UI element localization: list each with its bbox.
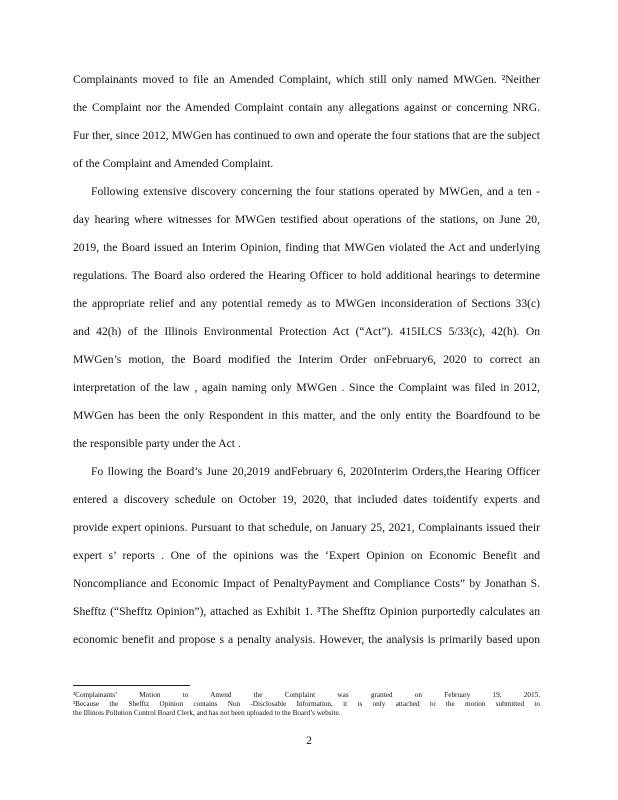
footnote-line: ³Because the Shefftz Opinion contains Non -Disclosable Information, it is only attached to the motion submitted to	[73, 700, 540, 708]
footnote-line: ²Complainants’ Motion to Amend the Complaint was granted on February 19, 2015.	[73, 691, 540, 699]
body-line: the Complaint nor the Amended Complaint contain any allegations against or concerning NRG.	[73, 101, 540, 114]
body-line: Fur ther, since 2012, MWGen has continued to own and operate the four stations that are the subject	[73, 129, 540, 142]
body-line: economic benefit and propose s a penalty analysis. However, the analysis is primarily based upon	[73, 633, 540, 646]
body-line: provide expert opinions. Pursuant to that schedule, on January 25, 2021, Complainants issued their	[73, 521, 540, 534]
body-line: interpretation of the law , again naming only MWGen . Since the Complaint was filed in 2012,	[73, 381, 540, 394]
body-line: entered a discovery schedule on October 19, 2020, that included dates toidentify experts and	[73, 493, 540, 506]
body-line: the responsible party under the Act .	[73, 437, 241, 450]
page-number: 2	[306, 734, 312, 747]
body-line: of the Complaint and Amended Complaint.	[73, 157, 274, 170]
body-line: Complainants moved to file an Amended Complaint, which still only named MWGen. ²Neither	[73, 73, 540, 86]
body-line: Fo llowing the Board’s June 20,2019 andFebruary 6, 2020Interim Orders,the Hearing Officer	[91, 465, 540, 478]
body-line: MWGen’s motion, the Board modified the Interim Order onFebruary6, 2020 to correct an	[73, 353, 540, 366]
body-line: MWGen has been the only Respondent in this matter, and the only entity the Boardfound to be	[73, 409, 540, 422]
body-line: 2019, the Board issued an Interim Opinion, finding that MWGen violated the Act and underlying	[73, 241, 540, 254]
body-line: day hearing where witnesses for MWGen testified about operations of the stations, on June 20,	[73, 213, 540, 226]
body-line: expert s’ reports . One of the opinions was the ‘Expert Opinion on Economic Benefit and	[73, 549, 540, 562]
footnote-divider	[73, 685, 190, 686]
body-line: regulations. The Board also ordered the Hearing Officer to hold additional hearings to determine	[73, 269, 540, 282]
body-line: the appropriate relief and any potential remedy as to MWGen inconsideration of Sections 33(c)	[73, 297, 540, 310]
footnote-line: the Illinois Pollution Control Board Clerk, and has not been uploaded to the Board’s website.	[73, 709, 341, 717]
body-line: and 42(h) of the Illinois Environmental Protection Act (“Act”). 415ILCS 5/33(c), 42(h). On	[73, 325, 540, 338]
body-line: Shefftz (“Shefftz Opinion”), attached as Exhibit 1. ³The Shefftz Opinion purportedly calculates an	[73, 605, 540, 618]
body-line: Noncompliance and Economic Impact of PenaltyPayment and Compliance Costs” by Jonathan S.	[73, 577, 540, 590]
body-line: Following extensive discovery concerning the four stations operated by MWGen, and a ten -	[91, 185, 540, 198]
